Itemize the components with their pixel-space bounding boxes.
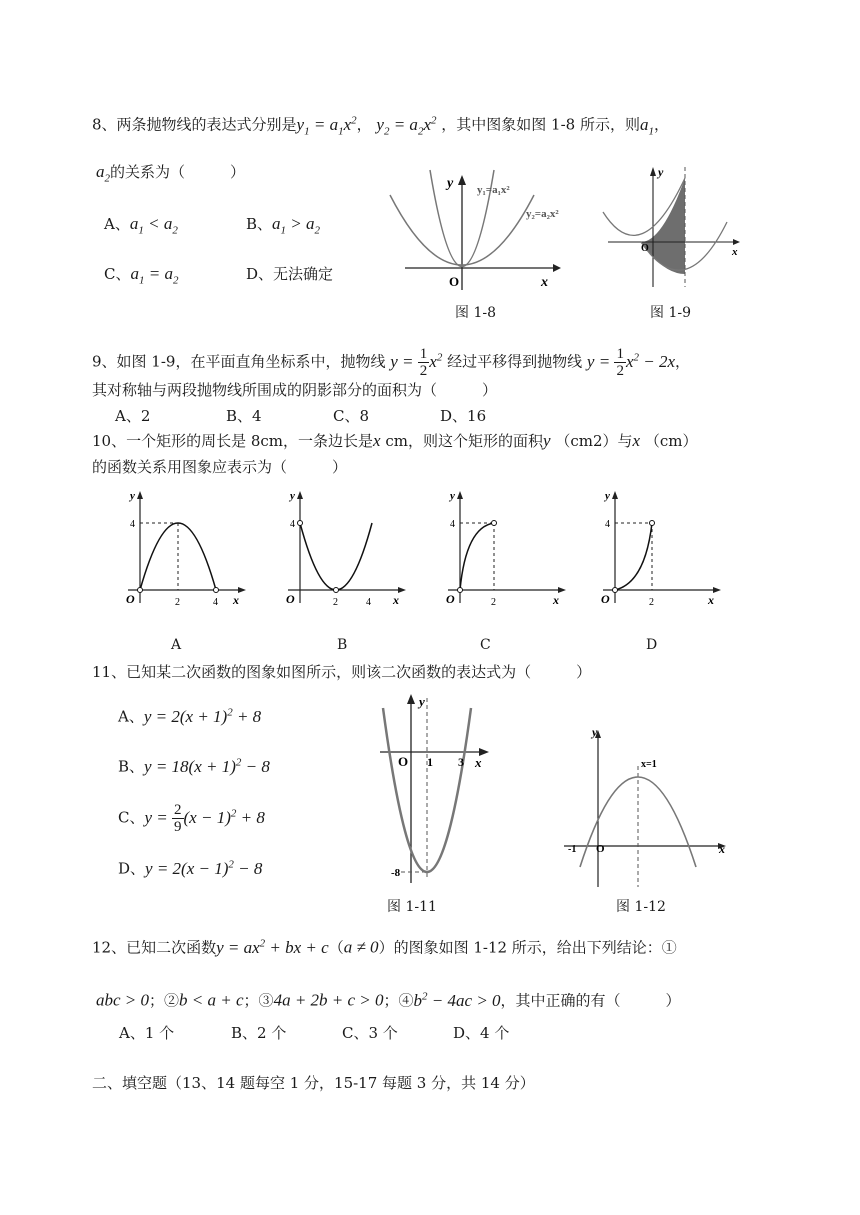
q10-line2: 的函数关系用图象应表示为（ ） xyxy=(92,458,348,476)
svg-text:y: y xyxy=(450,490,455,502)
figure-1-12 xyxy=(560,722,740,892)
q12-option-b: B、2 个 xyxy=(231,1024,287,1042)
q11-option-c: C、y = $\frac{2}{9}$ $(x - 1)^2 + 8$ xyxy=(118,802,265,836)
svg-text:y: y xyxy=(605,490,610,502)
caption-fig-1-11: 图 1-11 xyxy=(387,899,437,915)
fig-1-8-label-y1: y₁=a₁x² xyxy=(477,184,510,196)
q10-graph-d xyxy=(595,485,725,615)
q10-graph-a-label: A xyxy=(171,637,182,653)
q8-option-d: D、无法确定 xyxy=(246,265,334,283)
q8-option-c: C、$a_1 = a_2$ xyxy=(104,264,179,287)
svg-text:4: 4 xyxy=(213,597,218,608)
fig-1-12-axis-label: x=1 xyxy=(641,759,657,770)
svg-text:2: 2 xyxy=(333,597,338,608)
q8-formula-y1: $y_1 = a_1x^2$ xyxy=(296,114,357,138)
caption-fig-1-12: 图 1-12 xyxy=(616,899,666,915)
q12-option-d: D、4 个 xyxy=(453,1024,510,1042)
q12-option-a: A、1 个 xyxy=(119,1024,175,1042)
q8-a1: $a_1$ xyxy=(639,114,654,138)
svg-text:O: O xyxy=(601,592,610,606)
svg-text:x: x xyxy=(475,755,482,770)
q10-graph-d-label: D xyxy=(646,637,658,653)
svg-text:2: 2 xyxy=(491,597,496,608)
q10-graph-c-label: C xyxy=(480,637,491,653)
figure-1-11 xyxy=(375,688,495,888)
q9-line1: 9、如图 1-9，在平面直角坐标系中，抛物线 y = $\frac{1}{2}$ $x^2$ 经过平移得到抛物线 y = $\frac{1}{2}$ $x^2 - 2x$， xyxy=(92,346,691,380)
svg-text:2: 2 xyxy=(175,597,180,608)
fig-1-9-y-label: y xyxy=(658,165,664,179)
svg-text:4: 4 xyxy=(290,519,295,530)
q11-option-d: D、$y = 2(x - 1)^2 - 8$ xyxy=(118,858,263,878)
svg-text:x: x xyxy=(393,593,399,607)
svg-text:O: O xyxy=(286,592,295,606)
q10-graph-b xyxy=(280,485,410,615)
q11-option-a: A、$y = 2(x + 1)^2 + 8$ xyxy=(118,706,262,726)
svg-text:O: O xyxy=(126,592,135,606)
caption-fig-1-9: 图 1-9 xyxy=(650,305,691,321)
q12-line2: abc > 0；②b < a + c；③4a + 2b + c > 0；$④b^2 - 4ac > 0$，其中正确的有（ ） xyxy=(96,990,681,1010)
q8-line1: 8、两条抛物线的表达式分别是$y_1 = a_1x^2$， $y_2 = a_2x^2$ ，其中图象如图 1-8 所示，则$a_1$， xyxy=(92,114,669,138)
figure-1-8 xyxy=(385,165,585,295)
caption-fig-1-8: 图 1-8 xyxy=(455,305,496,321)
svg-text:y: y xyxy=(419,694,425,709)
q8-stem-a: 8、两条抛物线的表达式分别是 xyxy=(92,115,297,134)
q8-a2: $a_2$ xyxy=(96,162,110,185)
q9-formula-2: y = $\frac{1}{2}$ $x^2 - 2x$ xyxy=(586,346,676,380)
q10-line1: 10、一个矩形的周长是 8cm，一条边长是x cm，则这个矩形的面积y （cm2）与x （cm） xyxy=(92,431,698,450)
q8-option-a: A、$a_1 < a_2$ xyxy=(104,214,178,237)
svg-text:-8: -8 xyxy=(391,867,401,879)
svg-text:4: 4 xyxy=(605,519,610,530)
svg-text:x: x xyxy=(708,593,714,607)
q12-option-c: C、3 个 xyxy=(342,1024,398,1042)
svg-text:4: 4 xyxy=(130,519,135,530)
fig-1-9-origin: O xyxy=(641,243,649,254)
q10-graph-c xyxy=(440,485,570,615)
svg-text:4: 4 xyxy=(450,519,455,530)
q9-option-a: A、2 xyxy=(115,407,151,425)
q10-graph-a xyxy=(120,485,250,615)
svg-text:-1: -1 xyxy=(568,844,577,855)
svg-text:y: y xyxy=(130,490,135,502)
q12-line1: 12、已知二次函数$y = ax^2$ + bx + c（a ≠ 0）的图象如图 1-12 所示，给出下列结论：① xyxy=(92,937,677,957)
q9-line2: 其对称轴与两段抛物线所围成的阴影部分的面积为（ ） xyxy=(92,381,498,399)
q8-option-b: B、$a_1 > a_2$ xyxy=(246,214,321,237)
svg-text:x: x xyxy=(719,842,725,856)
q8-stem-c: 的关系为（ ） xyxy=(110,163,246,181)
q9-option-c: C、8 xyxy=(333,407,370,425)
q8-formula-y2: $y_2 = a_2x^2$ xyxy=(376,114,437,138)
svg-text:O: O xyxy=(596,843,605,855)
fig-1-9-x-label: x xyxy=(732,246,738,258)
svg-text:x: x xyxy=(553,593,559,607)
q9-option-d: D、16 xyxy=(440,407,487,425)
q11-option-b: B、$y = 18(x + 1)^2 - 8$ xyxy=(118,756,270,776)
svg-text:4: 4 xyxy=(366,597,371,608)
figure-1-9 xyxy=(603,162,753,292)
q8-stem-b: ，其中图象如图 1-8 所示，则 xyxy=(441,115,640,134)
fig-1-8-x-label: x xyxy=(541,275,548,290)
q9-formula-1: y = $\frac{1}{2}$ $x^2$ xyxy=(390,346,443,380)
fig-1-8-origin: O xyxy=(449,274,460,289)
svg-text:y: y xyxy=(592,725,598,739)
q9-option-b: B、4 xyxy=(226,407,262,425)
svg-text:O: O xyxy=(446,592,455,606)
fig-1-8-y-label: y xyxy=(447,176,454,191)
svg-text:y: y xyxy=(290,490,295,502)
q10-graph-b-label: B xyxy=(337,637,348,653)
q11-stem: 11、已知某二次函数的图象如图所示，则该二次函数的表达式为（ ） xyxy=(92,663,592,681)
svg-text:1: 1 xyxy=(427,755,433,769)
svg-text:x: x xyxy=(233,593,239,607)
fig-1-8-label-y2: y₂=a₂x² xyxy=(526,208,559,220)
svg-text:3: 3 xyxy=(458,755,464,769)
q8-line2 xyxy=(96,162,245,188)
svg-text:O: O xyxy=(398,754,409,769)
section-2-heading: 二、填空题（13、14 题每空 1 分，15-17 每题 3 分，共 14 分） xyxy=(92,1074,535,1092)
svg-text:2: 2 xyxy=(649,597,654,608)
